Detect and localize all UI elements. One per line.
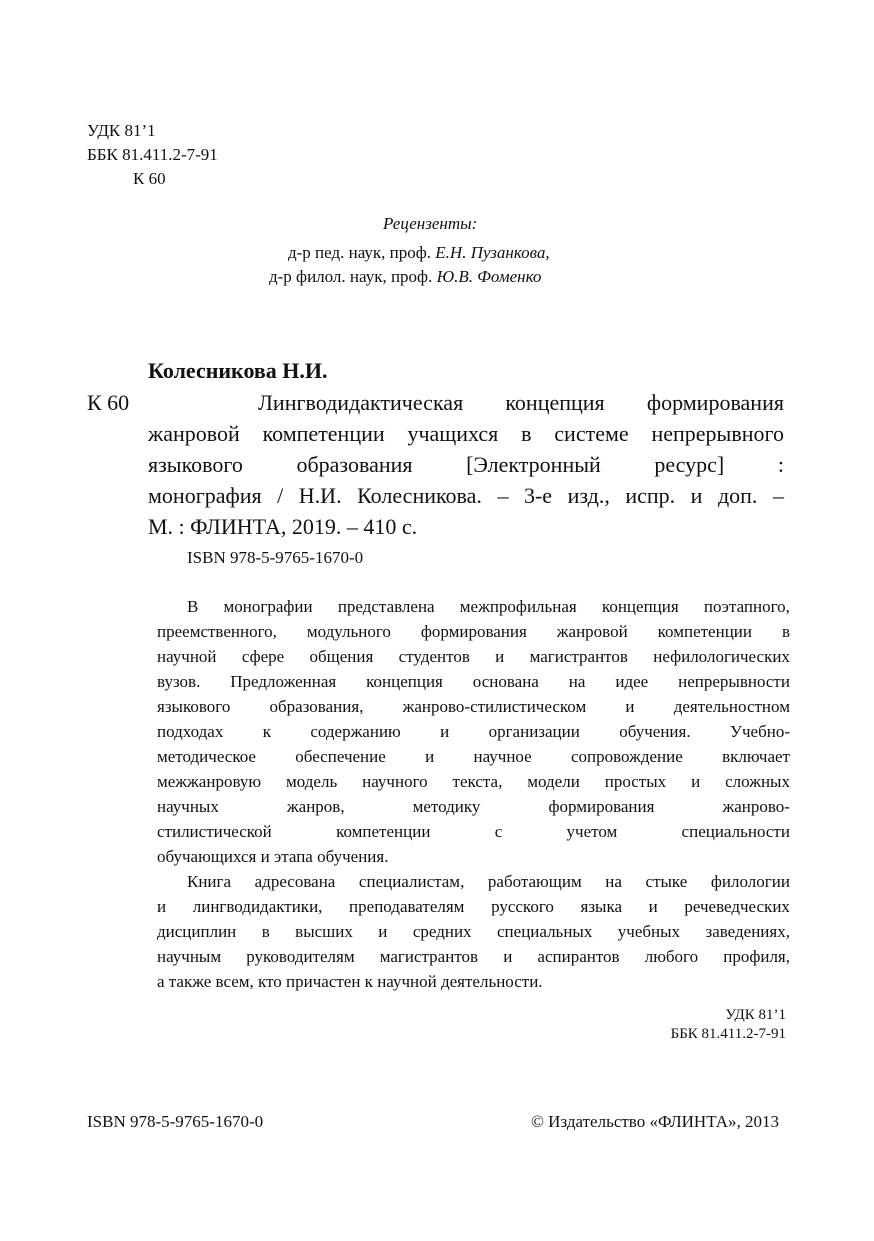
word: стилистической [157,822,272,841]
word: языкового [148,452,243,477]
word: непрерывности [678,672,790,691]
word: организации [488,722,580,741]
annotation-p1-line-2 [157,647,790,667]
word: сопровождение [570,747,683,766]
word: адресована [254,872,336,891]
word: концепция [366,672,443,691]
udk-code: УДК 81’1 [87,121,156,140]
reviewer-1-title: д-р пед. наук, проф. [288,243,432,262]
bib-author-mark: К 60 [87,390,130,415]
word: Колесникова. [357,483,482,508]
word: речеведческих [684,897,790,916]
word: – [497,483,509,508]
word: в [261,922,270,941]
word: Учебно- [729,722,790,741]
word: в [781,622,790,641]
word: магистрантов [379,947,479,966]
word: ресурс] [654,452,725,477]
word: профиля, [723,947,790,966]
word: жанрово-стилистическом [402,697,587,716]
annotation-p1-last-line: обучающихся и этапа обучения. [157,847,389,866]
word: и [425,747,435,766]
author-mark: К 60 [133,169,166,188]
word: испр. [625,483,676,508]
word: стыке [645,872,688,891]
word: межпрофильная [459,597,577,616]
word: в [521,421,532,446]
word: специальности [681,822,790,841]
word: и [648,897,658,916]
word: и [503,947,513,966]
word: деятельностном [673,697,790,716]
word: идее [615,672,649,691]
annotation-p1-line-4 [157,697,790,717]
annotation-p1-line-3 [157,672,790,692]
word: и [157,897,167,916]
word: учебных [617,922,681,941]
reviewer-2-title: д-р филол. наук, проф. [269,267,433,286]
word: заведениях, [705,922,790,941]
word: на [568,672,586,691]
word: к [262,722,271,741]
word: модели [527,772,580,791]
reviewer-2 [269,267,541,287]
word: методическое [157,747,256,766]
word: общения [309,647,374,666]
word: специальных [497,922,593,941]
word: обучения. [619,722,691,741]
word: специалистам, [358,872,465,891]
annotation-bbk: ББК 81.411.2-7-91 [670,1026,786,1042]
word: монография [148,483,262,508]
bib-isbn: ISBN 978-5-9765-1670-0 [187,548,364,567]
word: жанрово- [722,797,790,816]
reviewer-2-name: Ю.В. Фоменко [436,267,542,286]
word: методику [412,797,481,816]
annotation-udk: УДК 81’1 [725,1007,786,1023]
book-author: Колесникова Н.И. [148,358,328,383]
annotation-p2-last-line: а также всем, кто причастен к научной деятельности. [157,972,543,991]
word: формирования [646,390,784,415]
word: межжанровую [157,772,262,791]
word: и [625,697,635,716]
word: языка [580,897,623,916]
word: научных [157,797,219,816]
annotation-p2-line-3 [157,947,790,967]
annotation-p1-line-1 [157,622,790,642]
word: дисциплин [157,922,237,941]
word: на [605,872,622,891]
word: с [494,822,503,841]
annotation-p1-line-8 [157,797,790,817]
reviewer-1 [288,243,550,263]
annotation-p1-line-6 [157,747,790,767]
word: изд., [567,483,610,508]
word: В [187,597,199,616]
word: сфере [241,647,285,666]
word: нефилологических [653,647,790,666]
word: представлена [337,597,435,616]
word: : [777,452,784,477]
word: простых [604,772,667,791]
reviewer-1-name: Е.Н. Пузанкова, [435,243,550,262]
word: средних [412,922,472,941]
word: и [495,647,505,666]
bib-line-5: М. : ФЛИНТА, 2019. – 410 с. [148,514,418,539]
word: компетенции [657,622,752,641]
bib-line-1 [258,390,784,416]
annotation-p1-line-9 [157,822,790,842]
word: / [277,483,284,508]
word: системе [554,421,629,446]
word: вузов. [157,672,201,691]
word: филологии [710,872,790,891]
word: основана [472,672,539,691]
word: магистрантов [529,647,628,666]
word: сложных [725,772,790,791]
word: жанров, [286,797,345,816]
word: научной [157,647,217,666]
bbk-code: ББК 81.411.2-7-91 [87,145,218,164]
annotation-p1-first-line [187,597,790,617]
word: [Электронный [466,452,601,477]
word: формирования [548,797,655,816]
word: и [691,772,701,791]
word: лингводидактики, [192,897,323,916]
word: поэтапного, [703,597,790,616]
bib-line-4 [148,483,784,509]
word: работающим [487,872,582,891]
word: учетом [566,822,618,841]
word: аспирантов [537,947,620,966]
word: научного [362,772,428,791]
annotation-p2-line-2 [157,922,790,942]
annotation-p1-line-5 [157,722,790,742]
word: обеспечение [295,747,386,766]
word: подходах [157,722,224,741]
word: высших [295,922,353,941]
reviewers-heading: Рецензенты: [383,214,478,233]
word: компетенции [262,421,385,446]
word: преемственного, [157,622,277,641]
word: Н.И. [298,483,342,508]
word: – [772,483,784,508]
annotation-p2-first-line [187,872,790,892]
word: концепция [505,390,605,415]
word: концепция [601,597,679,616]
word: образования, [269,697,364,716]
footer-isbn: ISBN 978-5-9765-1670-0 [87,1112,264,1131]
word: непрерывного [651,421,784,446]
word: Книга [187,872,232,891]
word: языкового [157,697,231,716]
word: доп. [717,483,758,508]
word: русского [491,897,554,916]
annotation-p1-line-7 [157,772,790,792]
word: учащихся [407,421,499,446]
word: Предложенная [230,672,337,691]
word: любого [644,947,699,966]
word: монографии [223,597,313,616]
word: жанровой [556,622,628,641]
word: включает [722,747,790,766]
word: и [440,722,450,741]
bib-line-2 [148,421,784,447]
word: формирования [420,622,527,641]
word: преподавателям [349,897,465,916]
word: руководителям [246,947,355,966]
word: содержанию [310,722,401,741]
word: модель [286,772,338,791]
word: жанровой [148,421,240,446]
word: образования [296,452,413,477]
word: текста, [452,772,503,791]
word: научным [157,947,222,966]
word: научное [473,747,532,766]
bib-line-3 [148,452,784,478]
word: и [378,922,388,941]
word: Лингводидактическая [258,390,464,415]
word: модульного [306,622,391,641]
footer-copyright: © Издательство «ФЛИНТА», 2013 [531,1112,780,1131]
word: и [690,483,703,508]
word: компетенции [336,822,431,841]
word: студентов [398,647,470,666]
annotation-p2-line-1 [157,897,790,917]
word: 3-е [523,483,553,508]
